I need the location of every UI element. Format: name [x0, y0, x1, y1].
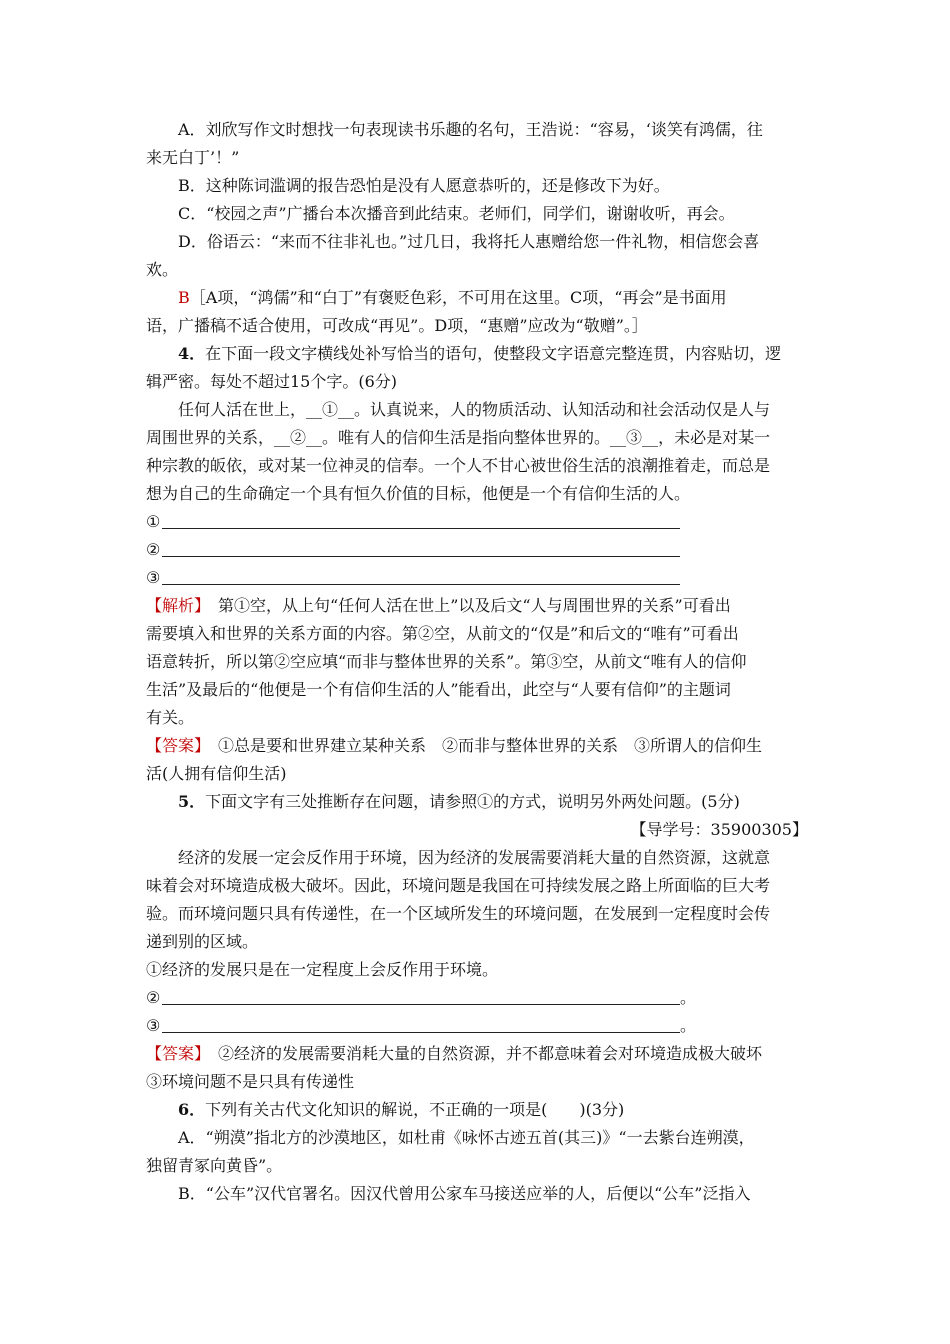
answer-tag: 【答案】 [146, 736, 203, 755]
q5-answer-line2: ③环境问题不是只具有传递性 [146, 1072, 355, 1091]
q5-answer-line-3[interactable] [146, 1012, 808, 1040]
q5-passage-line3: 验。而环境问题只具有传递性，在一个区域所发生的环境问题，在发展到一定程度时会传 [146, 904, 771, 923]
q5-answer-line-2[interactable] [146, 984, 808, 1012]
blank-rule [162, 528, 680, 529]
q4-number: 4． [178, 344, 206, 363]
q6-stem [146, 1096, 808, 1124]
q4-analysis-line2: 需要填入和世界的关系方面的内容。第②空，从前文的“仅是”和后文的“唯有”可看出 [146, 624, 739, 643]
q3-answer-line2: 语，广播稿不适合使用，可改成“再见”。D项，“惠赠”应改为“敬赠”。］ [146, 316, 648, 335]
q6-option-a-line1: A．“朔漠”指北方的沙漠地区，如杜甫《咏怀古迹五首(其三)》“一去紫台连朔漠， [178, 1128, 755, 1147]
q4-analysis-line3: 语意转折，所以第②空应填“而非与整体世界的关系”。第③空，从前文“唯有人的信仰 [146, 652, 747, 671]
blank-rule [162, 584, 680, 585]
q4-analysis-line4: 生活”及最后的“他便是一个有信仰生活的人”能看出，此空与“人要有信仰”的主题词 [146, 680, 731, 699]
analysis-text: 第①空，从上句“任何人活在世上”以及后文“人与周围世界的关系”可看出 [202, 596, 731, 615]
blank-rule [162, 1004, 680, 1005]
q6-stem-text: 下列有关古代文化知识的解说，不正确的一项是( )(3分) [205, 1100, 625, 1119]
line-marker: ② [146, 540, 161, 559]
q3-answer-line1 [146, 284, 808, 312]
answer-text: ①总是要和世界建立某种关系 ②而非与整体世界的关系 ③所谓人的信仰生 [202, 736, 763, 755]
q4-blank-2: __②__ [274, 428, 323, 447]
q5-stem-text: 下面文字有三处推断存在问题，请参照①的方式，说明另外两处问题。(5分) [205, 792, 740, 811]
answer-tag: 【答案】 [146, 1044, 203, 1063]
q4-answer-line-2[interactable] [146, 536, 808, 564]
blank-rule [162, 556, 680, 557]
line-period: 。 [680, 988, 697, 1007]
q5-passage-line2: 味着会对环境造成极大破坏。因此，环境问题是我国在可持续发展之路上所面临的巨大考 [146, 876, 771, 895]
q3-option-a-line1: A．刘欣写作文时想找一句表现读书乐趣的名句，王浩说：“容易，‘谈笑有鸿儒，往 [178, 120, 763, 139]
q5-passage-line4: 递到别的区域。 [146, 932, 259, 951]
line-marker: ① [146, 512, 161, 531]
q3-option-b: B．这种陈词滥调的报告恐怕是没有人愿意恭听的，还是修改下为好。 [178, 176, 670, 195]
q4-answer-line-3[interactable] [146, 564, 808, 592]
q4-stem-line2: 辑严密。每处不超过15个字。(6分) [146, 372, 398, 391]
q5-number: 5． [178, 792, 206, 811]
q4-answer-line2: 活(人拥有信仰生活) [146, 764, 287, 783]
document-page [146, 116, 808, 1208]
q5-answer-line1 [146, 1040, 808, 1068]
q4-passage-line3: 种宗教的皈依，或对某一位神灵的信奉。一个人不甘心被世俗生活的浪潮推着走，而总是 [146, 456, 771, 475]
q5-stem [146, 788, 808, 816]
q4-blank-1: __①__ [306, 400, 355, 419]
q6-option-a-line2: 独留青冢向黄昏”。 [146, 1156, 283, 1175]
q4-passage-line2 [146, 424, 808, 452]
q5-passage-line1: 经济的发展一定会反作用于环境，因为经济的发展需要消耗大量的自然资源，这就意 [178, 848, 771, 867]
q4-answer-line-1[interactable] [146, 508, 808, 536]
q3-answer-text: ［A项，“鸿儒”和“白丁”有褒贬色彩，不可用在这里。C项，“再会”是书面用 [189, 288, 727, 307]
answer-text: ②经济的发展需要消耗大量的自然资源，并不都意味着会对环境造成极大破坏 [202, 1044, 763, 1063]
q4-stem-text: 在下面一段文字横线处补写恰当的语句，使整段文字语意完整连贯，内容贴切，逻 [205, 344, 782, 363]
q5-guide-number: 【导学号：35900305】 [630, 820, 808, 839]
q3-option-a-line2: 来无白丁’！” [146, 148, 240, 167]
q3-option-d-line2: 欢。 [146, 260, 179, 279]
q3-option-d-line1: D．俗语云：“来而不往非礼也。”过几日，我将托人惠赠给您一件礼物，相信您会喜 [178, 232, 760, 251]
q4-passage-text: ，未必是对某一 [658, 428, 771, 447]
line-marker: ③ [146, 568, 161, 587]
q3-answer-letter: B [178, 288, 190, 307]
q4-answer-line1 [146, 732, 808, 760]
q4-analysis-line1 [146, 592, 808, 620]
q6-number: 6． [178, 1100, 206, 1119]
analysis-tag: 【解析】 [146, 596, 203, 615]
q4-passage-line4: 想为自己的生命确定一个具有恒久价值的目标，他便是一个有信仰生活的人。 [146, 484, 691, 503]
q4-analysis-line5: 有关。 [146, 708, 195, 727]
q3-option-c: C．“校园之声”广播台本次播音到此结束。老师们，同学们，谢谢收听，再会。 [178, 204, 735, 223]
q4-passage-text: 。唯有人的信仰生活是指向整体世界的。 [322, 428, 611, 447]
q4-blank-3: __③__ [610, 428, 659, 447]
line-marker: ② [146, 988, 161, 1007]
q4-stem-line1 [146, 340, 808, 368]
q4-passage-line1 [146, 396, 808, 424]
q4-passage-text: 。认真说来，人的物质活动、认知活动和社会活动仅是人与 [354, 400, 771, 419]
blank-rule [162, 1032, 680, 1033]
line-marker: ③ [146, 1016, 161, 1035]
q4-passage-text: 周围世界的关系， [146, 428, 275, 447]
q4-passage-text: 任何人活在世上， [178, 400, 307, 419]
line-period: 。 [680, 1016, 697, 1035]
q5-example: ①经济的发展只是在一定程度上会反作用于环境。 [146, 960, 499, 979]
q6-option-b-line1: B．“公车”汉代官署名。因汉代曾用公家车马接送应举的人，后便以“公车”泛指入 [178, 1184, 751, 1203]
